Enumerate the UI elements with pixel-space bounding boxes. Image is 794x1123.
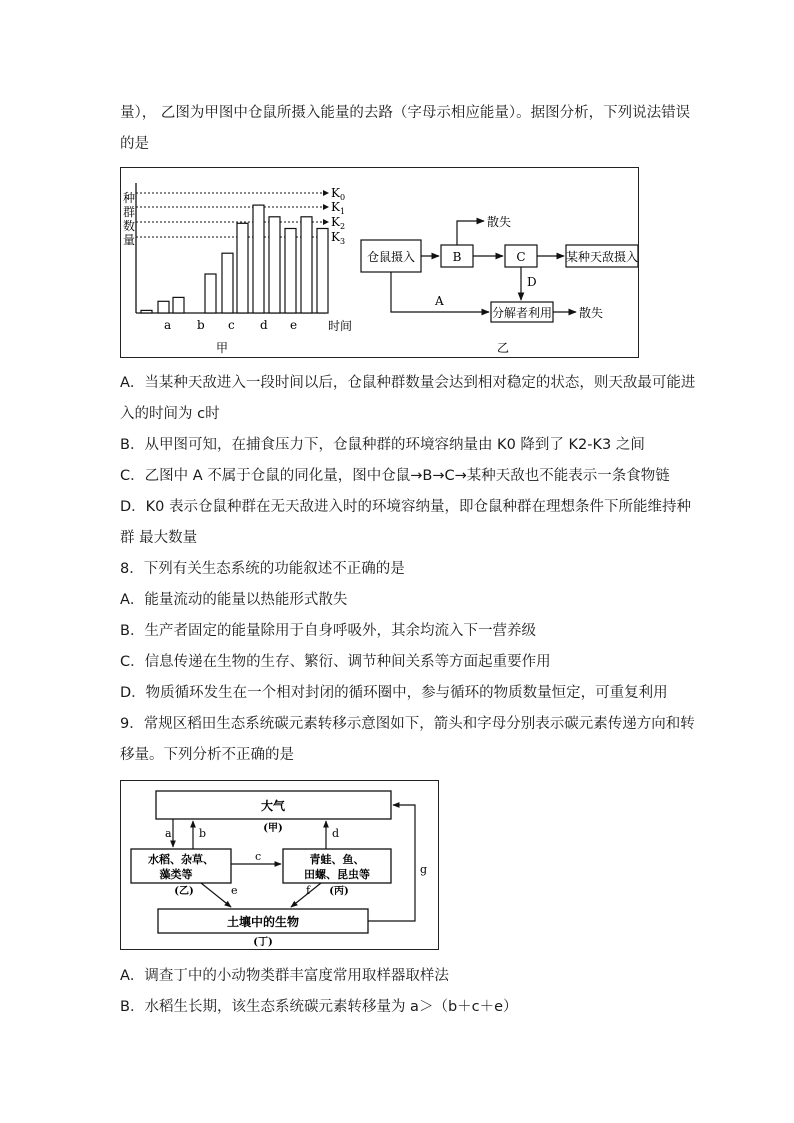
q7-option-d-line1: D．K0 表示仓鼠种群在无天敌进入时的环境容纳量，即仓鼠种群在理想条件下所能维持种 [120,499,692,515]
q9-stem-line1: 9．常规区稻田生态系统碳元素转移示意图如下，箭头和字母分别表示碳元素传递方向和转 [120,716,695,732]
box-predator-label: 某种天敌摄入 [565,250,638,264]
bar [269,217,280,313]
k-label: $K_3$ [331,230,346,246]
box-b-label: B [452,250,462,264]
bar [253,205,264,313]
consumers-line1: 青蛙、鱼、 [309,853,365,866]
q8-option-d: D．物质循环发生在一个相对封闭的循环圈中，参与循环的物质数量恒定，可重复利用 [120,685,668,701]
k-label: $K_2$ [331,215,346,231]
arrow-f-label: f [306,884,311,897]
q7-option-a-line2: 入的时间为 c时 [120,406,220,422]
figure-carbon-cycle [120,780,439,950]
q7-option-b: B．从甲图可知，在捕食压力下，仓鼠种群的环境容纳量由 K0 降到了 K2-K3 之间 [120,437,645,453]
q7-option-d-line2: 群 最大数量 [120,530,198,546]
q8-stem: 8．下列有关生态系统的功能叙述不正确的是 [120,561,405,577]
bar [205,274,216,313]
box-decomposer-label: 分解者利用 [491,306,553,320]
k-arrowhead [323,190,329,196]
y-axis-char: 量 [123,233,136,247]
arrow-e-label: e [231,884,238,897]
energy-flow-diagram [361,214,638,322]
figure1-svg [121,168,638,357]
q8-option-b: B．生产者固定的能量除用于自身呼吸外，其余均流入下一营养级 [120,623,536,639]
q7-option-c: C．乙图中 A 不属于仓鼠的同化量，图中仓鼠→B→C→某种天敌也不能表示一条食物链 [120,468,670,484]
arrow-g-label: g [420,863,428,876]
atmosphere-tag: (甲) [263,823,283,834]
figure2-svg [121,781,438,949]
x-axis-label: 时间 [328,319,353,333]
consumers-line2: 田螺、昆虫等 [304,868,370,881]
bar [285,229,296,314]
y-axis-char: 群 [123,205,136,219]
q8-option-c: C．信息传递在生物的生存、繁衍、调节种间关系等方面起重要作用 [120,654,551,670]
intro-line-2: 的是 [120,136,149,152]
caption-yi: 乙 [497,341,510,355]
arrow-b-label: b [199,827,207,840]
bar [222,253,233,313]
q9-option-a: A．调查丁中的小动物类群丰富度常用取样器取样法 [120,968,449,984]
k-label: $K_1$ [331,200,346,216]
arrow-a-label: A [435,294,444,308]
x-tick-label: c [228,318,235,332]
k-label: $K_0$ [331,186,346,202]
bar [237,223,248,313]
y-axis-char: 数 [123,219,136,233]
y-axis-char: 种 [123,191,136,205]
figure-population-energy [120,167,639,358]
k-arrowhead [323,219,329,225]
atmosphere-label: 大气 [260,799,286,813]
bars-group [141,205,328,313]
producers-tag: (乙) [174,886,194,897]
arrow-a-label: a [165,827,172,840]
bar [173,297,184,313]
x-tick-label: b [197,318,205,332]
loss-right-label: 散失 [579,306,604,320]
bar [301,217,312,313]
bar [141,310,152,313]
bar [158,301,169,313]
caption-jia: 甲 [216,341,229,355]
box-c-label: C [516,250,526,264]
q7-option-a-line1: A．当某种天敌进入一段时间以后，仓鼠种群数量会达到相对稳定的状态，则天敌最可能进 [120,375,696,391]
q9-option-b: B．水稻生长期，该生态系统碳元素转移量为 a＞（b＋c＋e） [120,999,518,1015]
arrow-d-label: D [527,275,537,289]
producers-line1: 水稻、杂草、 [148,853,214,866]
box-intake-label: 仓鼠摄入 [366,250,416,264]
consumers-tag: (丙) [329,886,349,897]
k-arrowhead [323,204,329,210]
arrow-d-label: d [332,827,340,840]
x-tick-label: e [290,318,298,332]
q9-stem-line2: 移量。下列分析不正确的是 [120,747,294,763]
loss-top-label: 散失 [487,215,512,229]
x-tick-label: d [260,318,268,332]
arrow-c-label: c [255,850,262,863]
bar [317,229,328,314]
soil-tag: (丁) [253,937,273,948]
x-tick-label: a [164,318,172,332]
q8-option-a: A．能量流动的能量以热能形式散失 [120,592,348,608]
producers-line2: 藻类等 [159,868,193,881]
soil-label: 土壤中的生物 [226,915,300,929]
intro-line-1: 量）， 乙图为甲图中仓鼠所摄入能量的去路（字母示相应能量）。据图分析，下列说法错误 [120,105,691,121]
